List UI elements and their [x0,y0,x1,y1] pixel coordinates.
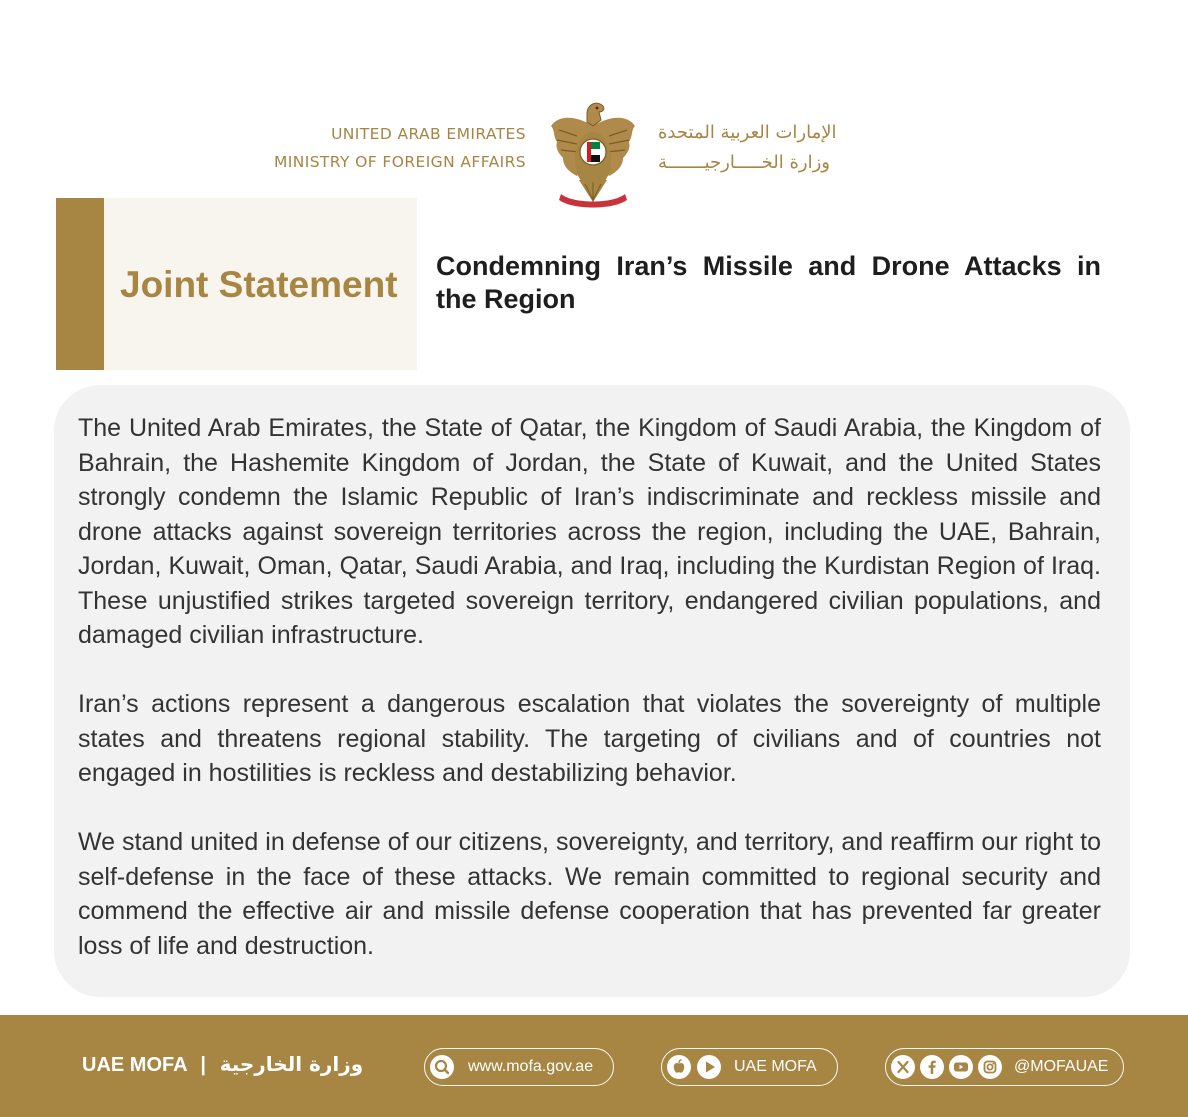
ministry-ar-line1: الإمارات العربية المتحدة [658,122,837,143]
footer-brand-en: UAE MOFA [82,1054,187,1076]
facebook-icon[interactable] [920,1055,944,1079]
footer-brand [82,1052,363,1077]
app-link[interactable] [661,1048,838,1086]
ministry-en-line1: UNITED ARAB EMIRATES [331,125,526,143]
search-icon [430,1055,454,1079]
apple-icon [667,1055,691,1079]
ministry-name-ar [658,118,837,178]
footer-brand-separator: | [200,1054,206,1076]
body-paragraph-3: We stand united in defense of our citizens, sovereignty, and territory, and reaffirm our right to self-defense in the face of these attacks. We remain committed to regional security and commend the effective air and missile defense cooperation that has prevented far greater loss of life and destruction. [78,828,1101,960]
x-icon[interactable] [891,1055,915,1079]
ministry-en-line2: MINISTRY OF FOREIGN AFFAIRS [273,153,526,171]
body-paragraph-2: Iran’s actions represent a dangerous escalation that violates the sovereignty of multiple states and threatens regional stability. The targeting of civilians and of countries not engaged in hostilities is reckless and destabilizing behavior. [78,690,1101,787]
app-label: UAE MOFA [734,1058,817,1075]
social-links[interactable] [885,1048,1124,1086]
ministry-ar-line2: وزارة الخـــــارجيـــــــة [658,152,831,173]
footer [0,1015,1188,1117]
instagram-icon[interactable] [978,1055,1002,1079]
accent-bar [56,198,104,370]
youtube-icon[interactable] [949,1055,973,1079]
website-link[interactable] [424,1048,614,1086]
statement-label: Joint Statement [120,264,398,305]
social-handle: @MOFAUAE [1014,1058,1109,1075]
uae-falcon-emblem-icon [547,96,639,210]
ministry-name-en [274,120,526,176]
website-url: www.mofa.gov.ae [468,1058,594,1075]
statement-title: Condemning Iran’s Missile and Drone Attacks in the Region [436,251,1101,314]
play-store-icon [697,1055,721,1079]
body-paragraph-1: The United Arab Emirates, the State of Qatar, the Kingdom of Saudi Arabia, the Kingdom of Bahrain, the Hashemite Kingdom of Jordan, the State of Kuwait, and the United States strongly condemn the Islamic Republic of Iran’s indiscriminate and reckless missile and drone attacks against sovereign territories across the region, including the UAE, Bahrain, Jordan, Kuwait, Oman, Qatar, Saudi Arabia, and Iraq, including the Kurdistan Region of Iraq. These unjustified strikes targeted sovereign territory, endangered civilian populations, and damaged civilian infrastructure. [78,414,1101,649]
statement-label-panel [56,198,417,370]
footer-brand-ar: وزارة الخارجية [219,1052,364,1076]
header [0,90,1188,210]
